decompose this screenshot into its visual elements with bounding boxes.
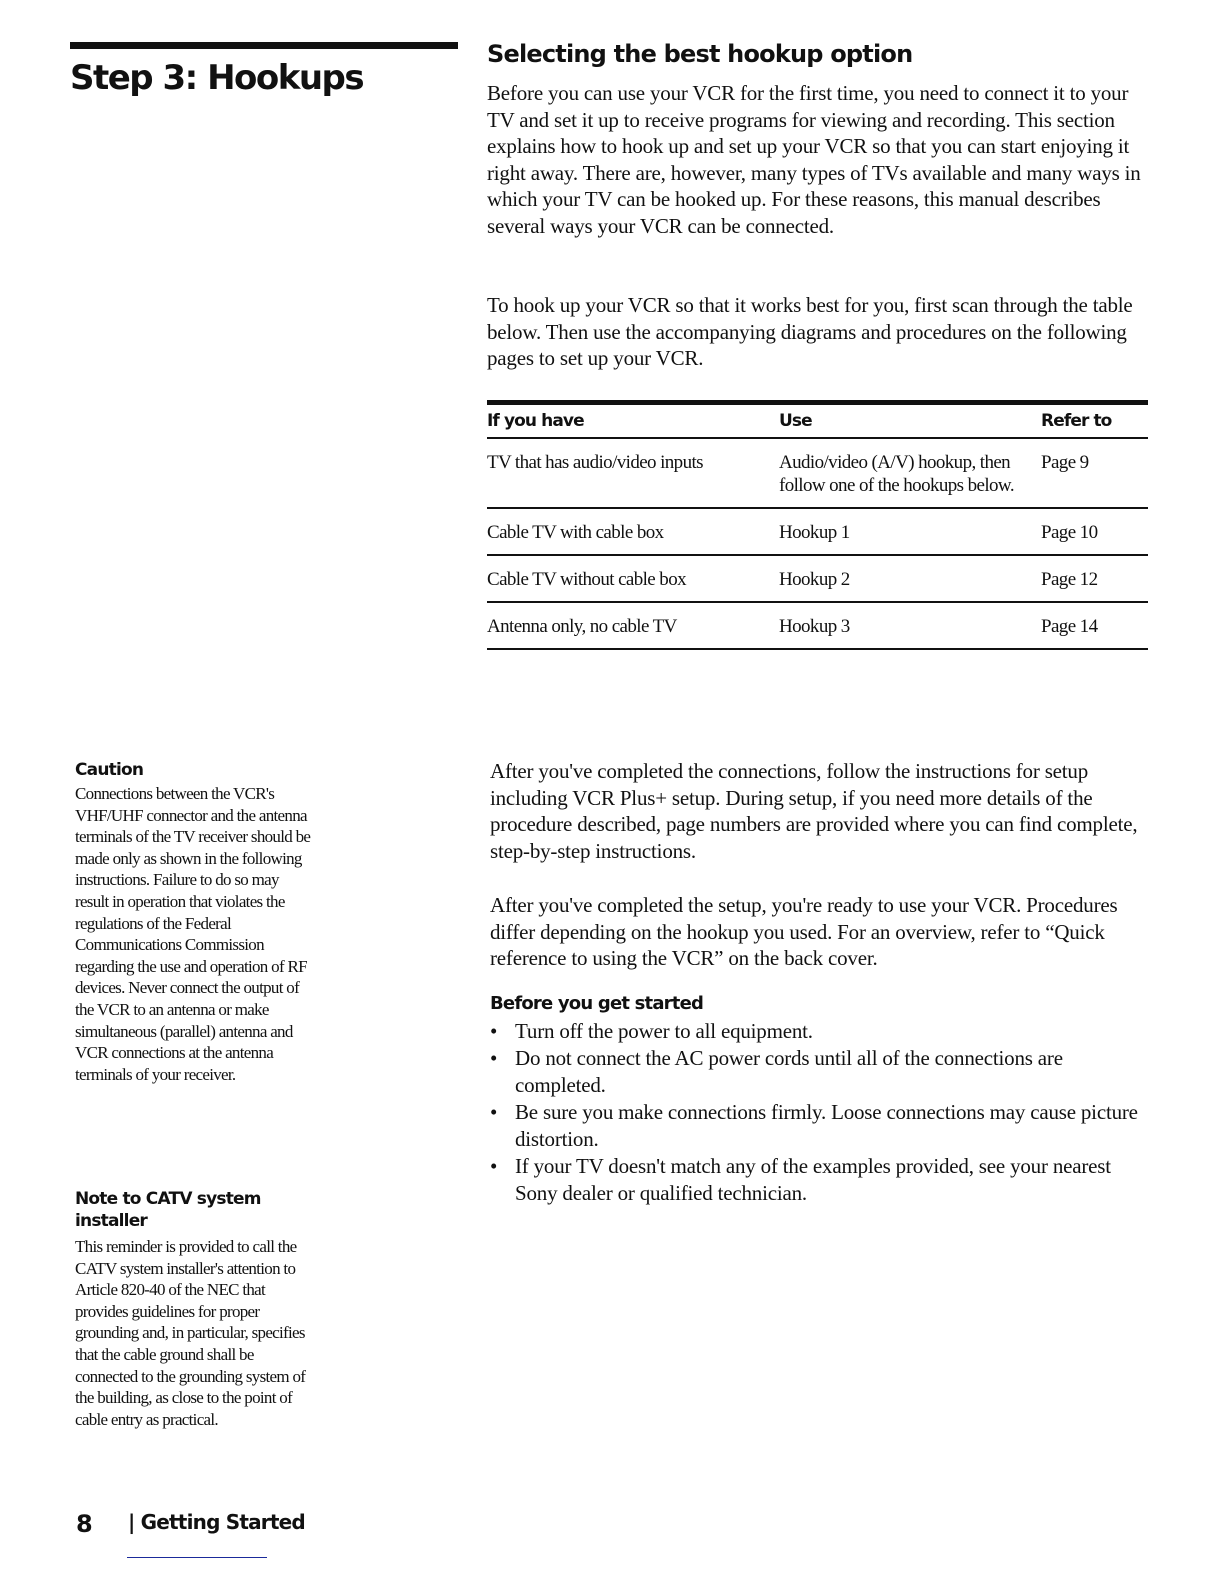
after-connections-paragraph: After you've completed the connections, follow the instructions for setup including VCR Plus+ setup. During setup, if you need more details of the procedure described, page numbers are provided where you can find complete, step-by-step instructions. bbox=[490, 759, 1138, 863]
hookup-table bbox=[487, 400, 1148, 650]
catv-heading: Note to CATV system installer bbox=[75, 1189, 261, 1231]
list-item: • Do not connect the AC power cords until all of the connections are completed. bbox=[490, 1045, 1150, 1099]
cell-use: Hookup 3 bbox=[779, 602, 1041, 649]
cell-use: Audio/video (A/V) hookup, then follow one of the hookups below. bbox=[779, 438, 1041, 508]
page-title: Step 3: Hookups bbox=[70, 58, 364, 98]
title-rule bbox=[70, 42, 458, 49]
catv-text: This reminder is provided to call the CATV system installer's attention to Article 820-40 of the NEC that provides guidelines for proper grounding and, in particular, specifies that the cable ground shall be connected to the grounding system of the building, as close to the point of cable entry as practical. bbox=[75, 1237, 306, 1429]
table-row bbox=[487, 555, 1148, 602]
table-row bbox=[487, 438, 1148, 508]
cell-have: Cable TV without cable box bbox=[487, 555, 779, 602]
header-if-you-have: If you have bbox=[487, 403, 779, 439]
footer-rule bbox=[127, 1557, 267, 1558]
caution-heading: Caution bbox=[75, 760, 144, 780]
footer-section: | Getting Started bbox=[128, 1510, 305, 1534]
table-row bbox=[487, 602, 1148, 649]
cell-refer: Page 14 bbox=[1041, 602, 1148, 649]
intro-paragraph-2: To hook up your VCR so that it works best for you, first scan through the table below. Then use the accompanying diagrams and procedures on the following pages to set up your VCR. bbox=[487, 293, 1133, 371]
cell-have: Antenna only, no cable TV bbox=[487, 602, 779, 649]
cell-refer: Page 9 bbox=[1041, 438, 1148, 508]
cell-use: Hookup 1 bbox=[779, 508, 1041, 555]
after-setup-paragraph: After you've completed the setup, you're ready to use your VCR. Procedures differ depending on the hookup you used. For an overview, refer to “Quick reference to using the VCR” on the back cover. bbox=[490, 893, 1118, 971]
header-refer-to: Refer to bbox=[1041, 403, 1148, 439]
page-number: 8 bbox=[76, 1510, 92, 1538]
list-item: • Be sure you make connections firmly. Loose connections may cause picture distortion. bbox=[490, 1099, 1150, 1153]
table-row bbox=[487, 508, 1148, 555]
section-heading: Selecting the best hookup option bbox=[487, 40, 913, 68]
list-item: • If your TV doesn't match any of the examples provided, see your nearest Sony dealer or qualified technician. bbox=[490, 1153, 1150, 1207]
cell-have: Cable TV with cable box bbox=[487, 508, 779, 555]
caution-text: Connections between the VCR's VHF/UHF connector and the antenna terminals of the TV receiver should be made only as shown in the following instructions. Failure to do so may result in operation that violates the regulations of the Federal Communications Commission regarding the use and operation of RF devices. Never connect the output of the VCR to an antenna or make simultaneous (parallel) antenna and VCR connections at the antenna terminals of your receiver. bbox=[75, 784, 311, 1084]
cell-refer: Page 12 bbox=[1041, 555, 1148, 602]
cell-use: Hookup 2 bbox=[779, 555, 1041, 602]
cell-refer: Page 10 bbox=[1041, 508, 1148, 555]
intro-paragraph: Before you can use your VCR for the first time, you need to connect it to your TV and set it up to receive programs for viewing and recording. This section explains how to hook up and set up your VCR so that you can start enjoying it right away. There are, however, many types of TVs available and many ways in which your TV can be hooked up. For these reasons, this manual describes several ways your VCR can be connected. bbox=[487, 81, 1141, 238]
precautions-list bbox=[490, 1018, 1150, 1207]
list-item: • Turn off the power to all equipment. bbox=[490, 1018, 1150, 1045]
cell-have: TV that has audio/video inputs bbox=[487, 438, 779, 508]
header-use: Use bbox=[779, 403, 1041, 439]
before-heading: Before you get started bbox=[490, 993, 704, 1014]
